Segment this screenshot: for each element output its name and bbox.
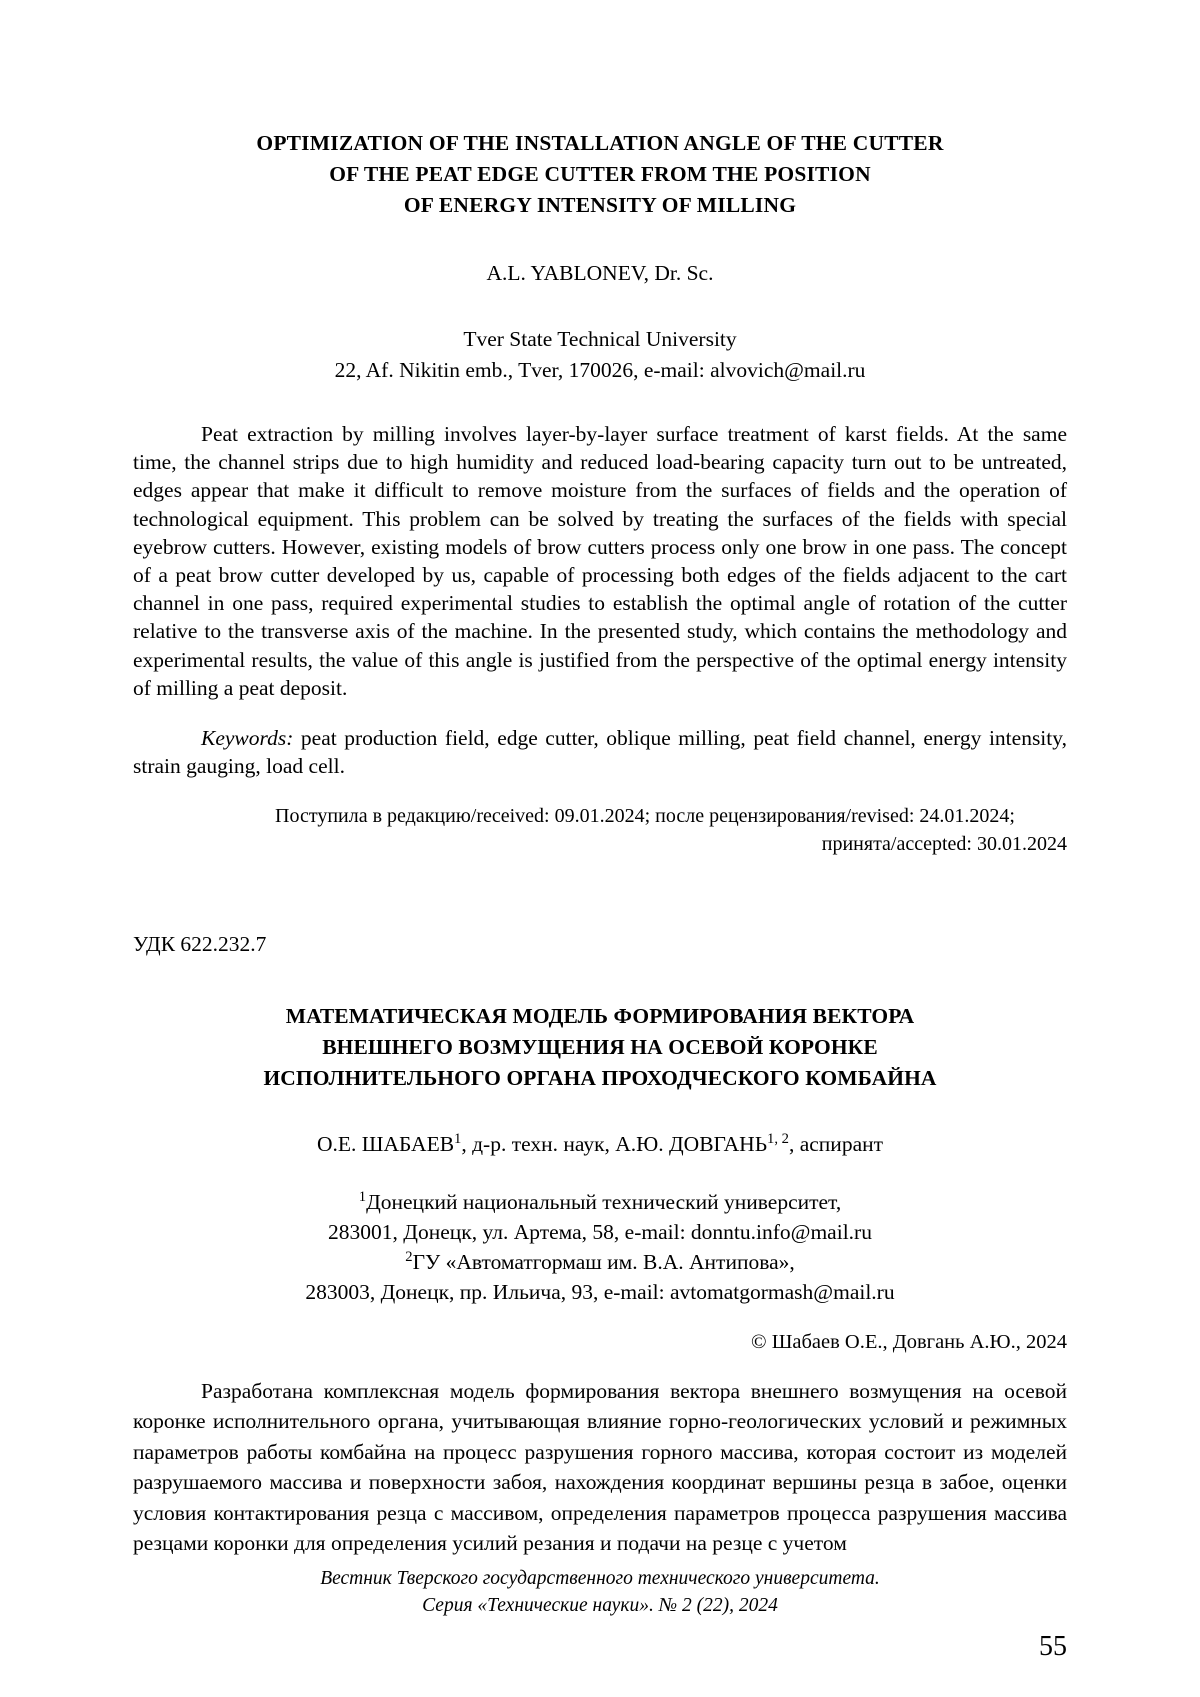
- affiliation-block: [133, 324, 1067, 386]
- title-line-3: OF ENERGY INTENSITY OF MILLING: [403, 193, 797, 217]
- affiliation-2-marker: 2: [405, 1248, 413, 1265]
- author-1-affil-marker: 1: [454, 1130, 462, 1147]
- affiliation-block-2: [133, 1187, 1067, 1307]
- journal-issue: Серия «Технические науки». № 2 (22), 2024: [422, 1595, 778, 1616]
- received-revised-line: Поступила в редакцию/received: 09.01.2024; после рецензирования/revised: 24.01.2024;: [275, 804, 1015, 827]
- keywords-paragraph: [133, 724, 1067, 780]
- affiliation-2-line: [133, 1247, 1067, 1277]
- article-russian: [133, 932, 1067, 1559]
- accepted-line: принята/accepted: 30.01.2024: [821, 832, 1067, 855]
- author-1-name: О.Е. ШАБАЕВ: [316, 1131, 455, 1156]
- page-number: 55: [1039, 1631, 1067, 1662]
- keywords-label: Keywords:: [201, 725, 294, 750]
- page-title: [133, 128, 1067, 221]
- affiliation-1-name: Донецкий национальный технический университет,: [366, 1189, 842, 1214]
- submission-dates: [133, 802, 1067, 858]
- title2-line-2: ВНЕШНЕГО ВОЗМУЩЕНИЯ НА ОСЕВОЙ КОРОНКЕ: [322, 1034, 878, 1059]
- author-1-degree: , д-р. техн. наук, А.Ю. ДОВГАНЬ: [461, 1131, 768, 1156]
- authors-line: [133, 1132, 1067, 1157]
- page-title-2: [133, 1001, 1067, 1094]
- abstract-text: Peat extraction by milling involves layer-by-layer surface treatment of karst fields. At the same time, the channel strips due to high humidity and reduced load-bearing capacity turn out to be untreated, edges appear that make it difficult to remove moisture from the surfaces of fields and the operation of technological equipment. This problem can be solved by treating the surfaces of the fields with special eyebrow cutters. However, existing models of brow cutters process only one brow in one pass. The concept of a peat brow cutter developed by us, capable of processing both edges of the fields adjacent to the cart channel in one pass, required experimental studies to establish the optimal angle of rotation of the cutter relative to the transverse axis of the machine. In the presented study, which contains the methodology and experimental results, the value of this angle is justified from the perspective of the optimal energy intensity of milling a peat deposit.: [133, 422, 1067, 700]
- affiliation-1-line: [133, 1187, 1067, 1217]
- abstract-text-2: Разработана комплексная модель формирования вектора внешнего возмущения на осевой коронке исполнительного органа, учитывающая влияние горно-геологических условий и режимных параметров работы комбайна на процесс разрушения горного массива, которая состоит из моделей разрушаемого массива и поверхности забоя, нахождения координат вершины резца в забое, оценки условия контактирования резца с массивом, определения параметров процесса разрушения массива резцами коронки для определения усилий резания и подачи на резце с учетом: [133, 1378, 1067, 1556]
- affiliation-1-address: 283001, Донецк, ул. Артема, 58, e-mail: donntu.info@mail.ru: [328, 1219, 872, 1244]
- keywords-list: peat production field, edge cutter, oblique milling, peat field channel, energy intensity, strain gauging, load cell.: [133, 725, 1067, 778]
- affiliation-institution: Tver State Technical University: [463, 327, 737, 351]
- affiliation-2-address: 283003, Донецк, пр. Ильича, 93, e-mail: avtomatgormash@mail.ru: [305, 1279, 895, 1304]
- author-2-affil-marker: 1, 2: [767, 1130, 789, 1147]
- journal-name: Вестник Тверского государственного технического университета.: [320, 1568, 880, 1589]
- affiliation-address: 22, Af. Nikitin emb., Tver, 170026, e-mail: alvovich@mail.ru: [334, 358, 866, 382]
- affiliation-2-name: ГУ «Автоматгормаш им. В.А. Антипова»,: [412, 1249, 795, 1274]
- udk-code: УДК 622.232.7: [133, 931, 267, 956]
- title2-line-3: ИСПОЛНИТЕЛЬНОГО ОРГАНА ПРОХОДЧЕСКОГО КОМБАЙНА: [263, 1065, 937, 1090]
- title-line-1: OPTIMIZATION OF THE INSTALLATION ANGLE OF THE CUTTER: [256, 131, 944, 155]
- author-2-degree: , аспирант: [788, 1131, 884, 1156]
- author-name: A.L. YABLONEV, Dr. Sc.: [486, 261, 714, 285]
- affiliation-1-marker: 1: [358, 1188, 367, 1205]
- article-english: [133, 128, 1067, 858]
- page-footer: [133, 1565, 1067, 1619]
- title2-line-1: МАТЕМАТИЧЕСКАЯ МОДЕЛЬ ФОРМИРОВАНИЯ ВЕКТОРА: [285, 1003, 915, 1028]
- copyright-line: © Шабаев О.Е., Довгань А.Ю., 2024: [751, 1330, 1067, 1353]
- title-line-2: OF THE PEAT EDGE CUTTER FROM THE POSITION: [329, 162, 871, 186]
